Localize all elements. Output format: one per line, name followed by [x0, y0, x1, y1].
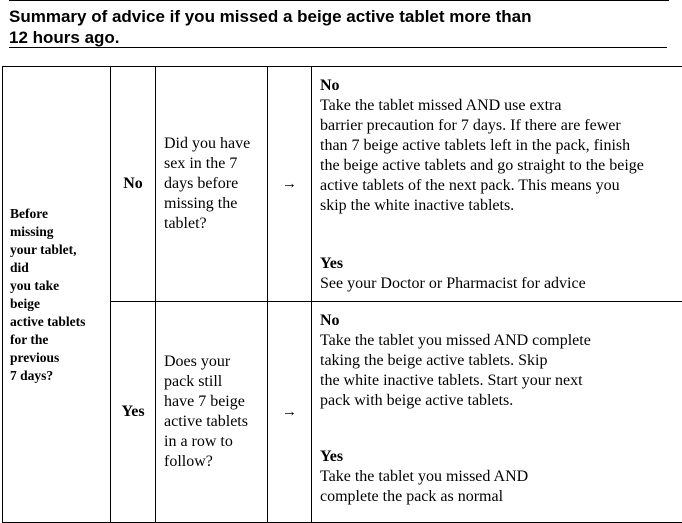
outcome-label-no: No — [320, 312, 340, 329]
outcome-text-yes: See your Doctor or Pharmacist for advice — [320, 275, 586, 292]
outcome-cell — [312, 302, 682, 523]
page-title-text: Summary of advice if you missed a beige active tablet more than 12 hours ago. — [9, 7, 532, 47]
page-title — [9, 0, 669, 48]
outcome-cell — [312, 67, 682, 302]
sub-question-pack-cell — [156, 302, 268, 523]
outcome-label-yes: Yes — [320, 255, 344, 272]
main-question: Before missing your tablet, did you take beige active tablets for the previous 7 days? — [10, 205, 86, 383]
sub-question-sex-cell — [156, 67, 268, 302]
arrow-cell — [268, 67, 312, 302]
arrow-cell — [268, 302, 312, 523]
sub-question-pack: Does your pack still have 7 beige active tablets in a row to follow? — [164, 353, 248, 470]
outcome-label-no: No — [320, 77, 340, 94]
right-arrow-icon: → — [282, 403, 297, 420]
right-arrow-icon: → — [282, 175, 297, 192]
outcome-label-yes: Yes — [320, 448, 344, 465]
main-question-cell — [3, 67, 111, 523]
heading-divider — [9, 47, 667, 48]
table-row-no — [3, 67, 682, 302]
outcome-text-no: Take the tablet you missed AND complete taking the beige active tablets. Skip the white inactive tablets. Start your next pack with beige active tablets. — [320, 332, 591, 409]
sub-question-sex: Did you have sex in the 7 days before missing the tablet? — [164, 135, 251, 232]
missed-tablet-advice-table — [2, 66, 682, 523]
answer-yes: Yes — [121, 403, 145, 420]
answer-no: No — [123, 175, 143, 192]
answer-yes-cell — [111, 302, 156, 523]
outcome-text-yes: Take the tablet you missed AND complete the pack as normal — [320, 468, 529, 505]
outcome-text-no: Take the tablet missed AND use extra barrier precaution for 7 days. If there are fewer than 7 beige active tablets left in the pack, finish the beige active tablets and go straight to the beige active tablets of the next pack. This means you skip the white inactive tablets. — [320, 97, 644, 214]
answer-no-cell — [111, 67, 156, 302]
